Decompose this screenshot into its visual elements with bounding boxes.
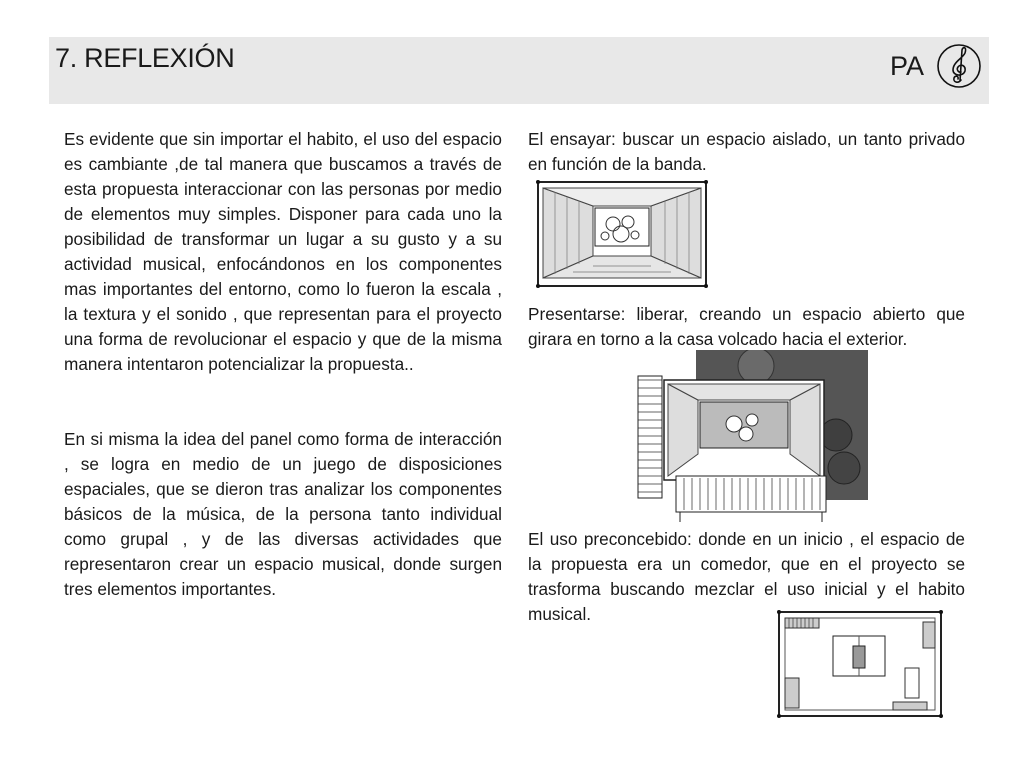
- presentarse-text: Presentarse: liberar, creando un espacio abierto que girara en torno a la casa volcado hacia el exterior.: [528, 304, 965, 349]
- panel-paragraph: En si misma la idea del panel como forma de interacción , se logra en medio de un juego de disposiciones espaciales, que se dieron tras analizar los componentes básicos de la música, de la persona tanto individual como grupal , y de las diversas actividades que representaron crear un espacio musical, donde surgen tres elementos importantes.: [64, 429, 502, 599]
- ensayar-floor-plan: [533, 178, 711, 293]
- header-bar: [49, 37, 989, 104]
- intro-paragraph: Es evidente que sin importar el habito, el uso del espacio es cambiante ,de tal manera que buscamos a través de esta propuesta interaccionar con las personas por medio de elementos muy simples. Disponer para cada uno la posibilidad de transformar un lugar a su gusto y a su actividad musical, enfocándonos en los componentes mas importantes del entorno, como lo fueron la escala , la textura y el sonido , que representan para el proyecto una forma de revolucionar el espacio y que de la misma manera intentaron potencializar la propuesta..: [64, 129, 502, 374]
- uso-floor-plan: [775, 608, 945, 720]
- section-code: PA: [890, 51, 925, 81]
- treble-clef-icon: [936, 43, 982, 89]
- ensayar-text: El ensayar: buscar un espacio aislado, un tanto privado en función de la banda.: [528, 129, 965, 174]
- presentarse-floor-plan: [636, 350, 868, 525]
- page-title: 7. REFLEXIÓN: [55, 43, 235, 73]
- uso-text: El uso preconcebido: donde en un inicio , el espacio de la propuesta era un comedor, que en el proyecto se trasforma buscando mezclar el uso inicial y el habito musical.: [528, 529, 965, 624]
